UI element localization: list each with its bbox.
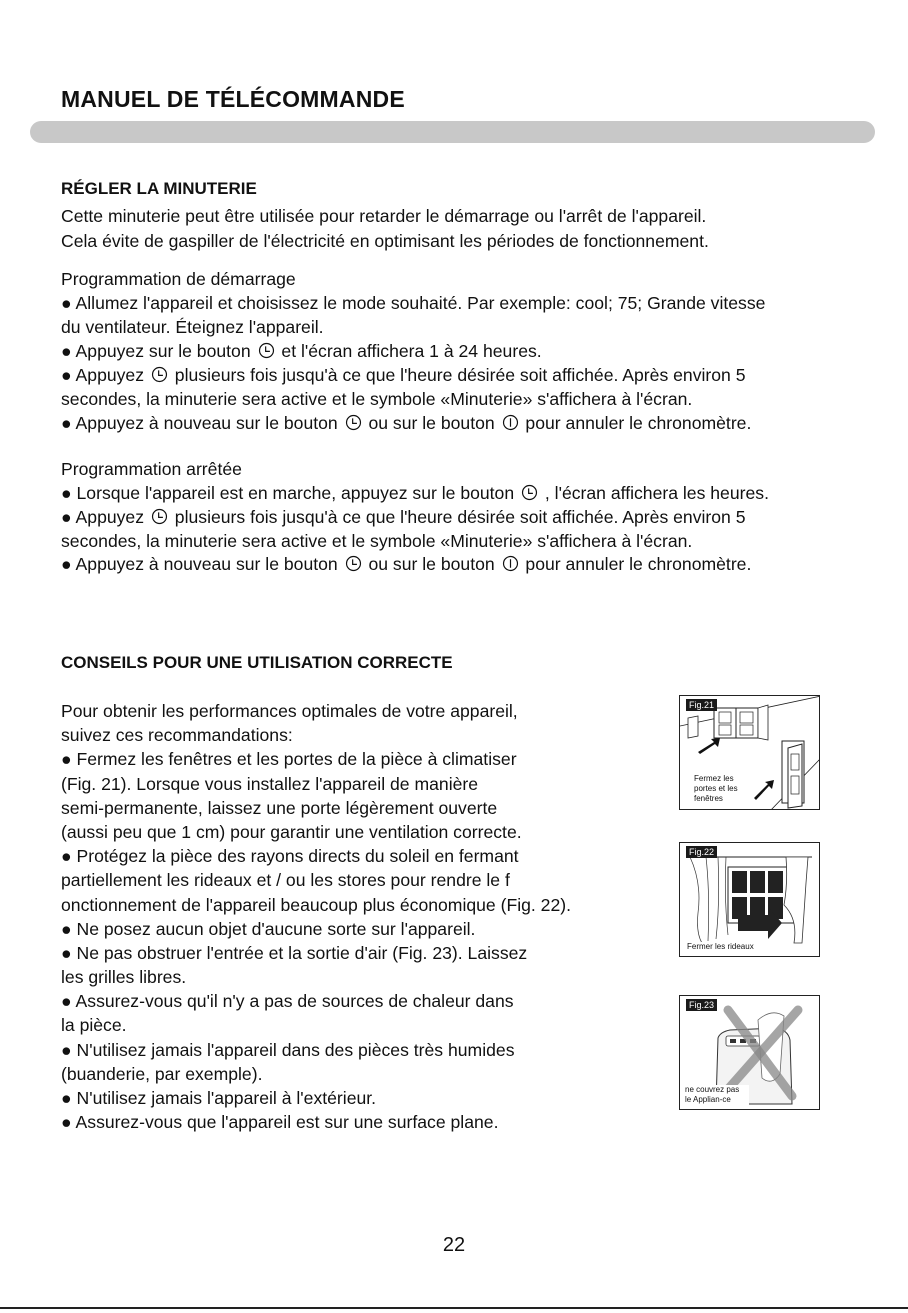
timer-intro-line-1: Cette minuterie peut être utilisée pour retarder le démarrage ou l'arrêt de l'appareil.: [61, 206, 707, 226]
tips-line: ● Ne posez aucun objet d'aucune sorte sur l'appareil.: [61, 918, 476, 939]
tips-line: (buanderie, par exemple).: [61, 1063, 263, 1084]
start-line-2: du ventilateur. Éteignez l'appareil.: [61, 317, 324, 337]
tips-line: ● Protégez la pièce des rayons directs du soleil en fermant: [61, 846, 519, 867]
tips-line: ● Fermez les fenêtres et les portes de la pièce à climatiser: [61, 749, 517, 770]
start-line-6-part-b: ou sur le bouton: [363, 413, 500, 433]
clock-icon: [151, 366, 168, 383]
start-line-4: [61, 364, 746, 386]
start-line-5: secondes, la minuterie sera active et le symbole «Minuterie» s'affichera à l'écran.: [61, 389, 693, 409]
figure-23-caption-line: le Applian-ce: [685, 1095, 731, 1104]
figure-22: [679, 842, 820, 957]
stop-line-2: [61, 506, 746, 528]
tips-line: les grilles libres.: [61, 967, 187, 988]
stop-line-3: secondes, la minuterie sera active et le symbole «Minuterie» s'affichera à l'écran.: [61, 531, 693, 551]
stop-line-1-part-b: , l'écran affichera les heures.: [540, 483, 769, 503]
timer-intro-line-2: Cela évite de gaspiller de l'électricité en optimisant les périodes de fonctionnement.: [61, 231, 709, 251]
stop-line-4-part-a: ● Appuyez à nouveau sur le bouton: [61, 554, 343, 574]
figure-22-tag: Fig.22: [686, 846, 717, 858]
clock-icon: [521, 484, 538, 501]
start-line-4-part-b: plusieurs fois jusqu'à ce que l'heure désirée soit affichée. Après environ 5: [169, 365, 746, 385]
tips-heading: CONSEILS POUR UNE UTILISATION CORRECTE: [61, 653, 453, 672]
start-line-3-part-a: ● Appuyez sur le bouton: [61, 341, 256, 361]
power-icon: [502, 555, 519, 572]
tips-line: ● Assurez-vous que l'appareil est sur une surface plane.: [61, 1112, 499, 1133]
tips-line: ● Assurez-vous qu'il n'y a pas de sources de chaleur dans: [61, 991, 514, 1012]
start-line-6: [61, 412, 751, 434]
figure-22-caption: Fermer les rideaux: [687, 942, 754, 951]
tips-line: (aussi peu que 1 cm) pour garantir une ventilation correcte.: [61, 821, 522, 842]
page-title: MANUEL DE TÉLÉCOMMANDE: [61, 86, 405, 112]
figure-23-caption: [685, 1085, 749, 1105]
start-line-3-part-b: et l'écran affichera 1 à 24 heures.: [276, 341, 542, 361]
footer-rule: [0, 1307, 908, 1309]
tips-line: ● N'utilisez jamais l'appareil à l'extérieur.: [61, 1088, 377, 1108]
tips-line: (Fig. 21). Lorsque vous installez l'appareil de manière: [61, 773, 479, 794]
start-line-6-part-a: ● Appuyez à nouveau sur le bouton: [61, 413, 343, 433]
header-divider-bar: [30, 121, 875, 143]
figure-21-caption-line: Fermez les: [694, 774, 734, 783]
figure-21-caption: [694, 774, 744, 804]
figure-21-tag: Fig.21: [686, 699, 717, 711]
tips-line: partiellement les rideaux et / ou les stores pour rendre le f: [61, 870, 510, 891]
stop-line-1: [61, 482, 769, 504]
stop-line-2-part-b: plusieurs fois jusqu'à ce que l'heure désirée soit affichée. Après environ 5: [169, 507, 746, 527]
start-line-1: ● Allumez l'appareil et choisissez le mode souhaité. Par exemple: cool; 75; Grande vitesse: [61, 293, 766, 313]
curtain-window-illustration: [680, 843, 820, 957]
timer-heading: RÉGLER LA MINUTERIE: [61, 179, 257, 198]
start-line-6-part-c: pour annuler le chronomètre.: [520, 413, 752, 433]
figure-21-caption-line: portes et les: [694, 784, 738, 793]
tips-line: suivez ces recommandations:: [61, 725, 293, 746]
figure-23: [679, 995, 820, 1110]
figure-23-caption-line: ne couvrez pas: [685, 1085, 740, 1094]
start-line-4-part-a: ● Appuyez: [61, 365, 149, 385]
start-line-3: [61, 340, 542, 362]
figure-21-caption-line: fenêtres: [694, 794, 723, 803]
start-heading: Programmation de démarrage: [61, 269, 296, 289]
stop-line-4-part-b: ou sur le bouton: [363, 554, 500, 574]
tips-line: onctionnement de l'appareil beaucoup plus économique (Fig. 22).: [61, 894, 571, 915]
clock-icon: [258, 342, 275, 359]
page-number: 22: [442, 1234, 466, 1256]
stop-line-4-part-c: pour annuler le chronomètre.: [520, 554, 752, 574]
clock-icon: [345, 414, 362, 431]
stop-heading: Programmation arrêtée: [61, 459, 242, 479]
tips-line: semi-permanente, laissez une porte légèrement ouverte: [61, 797, 498, 818]
stop-line-2-part-a: ● Appuyez: [61, 507, 149, 527]
figure-21: [679, 695, 820, 810]
tips-line: ● N'utilisez jamais l'appareil dans des pièces très humides: [61, 1039, 515, 1060]
stop-line-4: [61, 553, 751, 575]
figure-23-tag: Fig.23: [686, 999, 717, 1011]
tips-line: la pièce.: [61, 1015, 127, 1036]
stop-line-1-part-a: ● Lorsque l'appareil est en marche, appuyez sur le bouton: [61, 483, 520, 503]
power-icon: [502, 414, 519, 431]
tips-line: ● Ne pas obstruer l'entrée et la sortie d'air (Fig. 23). Laissez: [61, 942, 528, 963]
clock-icon: [345, 555, 362, 572]
tips-line: Pour obtenir les performances optimales de votre appareil,: [61, 701, 518, 721]
tips-body: [61, 699, 661, 1134]
clock-icon: [151, 508, 168, 525]
